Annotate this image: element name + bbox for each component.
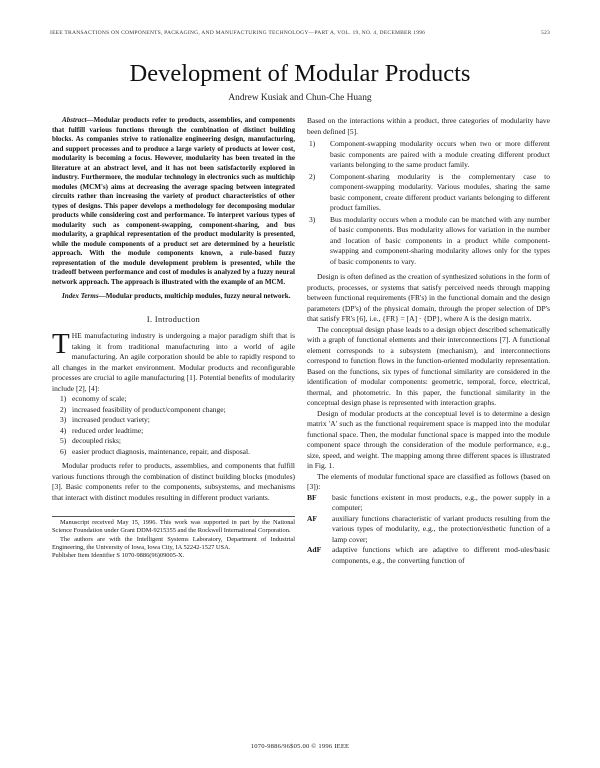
list-item: 6) easier product diagnosis, maintenance, repair, and disposal.: [60, 446, 250, 456]
drop-cap: T: [52, 328, 70, 360]
list-item: BF basic functions existent in most products, e.g., the power supply in a computer;: [307, 492, 550, 512]
index-terms: [52, 292, 295, 302]
intro-paragraph: [52, 328, 295, 394]
list-item: 4) reduced order leadtime;: [60, 425, 144, 435]
footer-identifier: 1070-9886/96$05.00 © 1996 IEEE: [250, 743, 350, 750]
design-paragraph: Design is often defined as the creation of synthesized solutions in the form of products, processes, or systems that satisfy perceived needs through mapping between functional requirements (FR's) in the functional domain and the design parameters (DP's) of the physical domain, through the proper selection of DP's that satisfy FR's [6], i.e., {FR} = [A] · {DP}, where A is the design matrix.: [307, 272, 550, 323]
left-column: [52, 116, 295, 560]
index-terms-text: Modular products, multichip modules, fuzzy neural network.: [105, 292, 291, 300]
benefits-list: [52, 394, 295, 457]
page-number: 523: [541, 30, 550, 36]
footnote-manuscript: Manuscript received May 15, 1996. This work was supported in part by the National Science Foundation under Grant DDM-9215355 and the Rockwell International Corporation.: [52, 519, 295, 535]
list-item: AF auxiliary functions characteristic of variant products resulting from the various types of modularity, e.g., the protection/esthetic function of a lamp cover;: [307, 513, 550, 544]
modularity-categories-intro: Based on the interactions within a product, three categories of modularity have been defined [5].: [307, 116, 550, 136]
list-item: 5) decoupled risks;: [60, 436, 121, 445]
list-item: 1) Component-swapping modularity occurs when two or more different basic components are paired with a module creating different product variants belonging to the same product family.: [309, 139, 550, 169]
paper-title: Development of Modular Products: [129, 60, 471, 87]
modular-design-paragraph: Design of modular products at the conceptual level is to determine a design matrix 'A' such as the functional requirement space is mapped into the modular functional space. Then, the modular functional space is mapped into the module component space through the consideration of the module performance, e.g., size, speed, and weight. The mapping among three different spaces is illustrated in Fig. 1.: [307, 408, 550, 470]
list-item: 3) increased product variety;: [60, 415, 150, 424]
modularity-types-list: [307, 139, 550, 267]
abstract-lead: Abstract—: [62, 116, 94, 124]
intro-text: HE manufacturing industry is undergoing a major paradigm shift that is taking it from traditional manufacturing into a world of agile manufacturing. An agile corporation should be able to rapidly respond to all changes in the market environment. Modular products and reconfigurable processes are crucial to agile manufacturing [1]. Potential benefits of modularity include [2], [4]:: [52, 331, 295, 393]
running-head: [50, 30, 550, 40]
footnote-affiliation: The authors are with the Intelligent Systems Laboratory, Department of Industrial Engineering, the University of Iowa, Iowa City, IA 52242-1527 USA.: [52, 535, 295, 551]
modular-products-paragraph: Modular products refer to products, assemblies, and components that fulfill various functions through the combination of distinct building blocks (modules) [3]. Basic components refer to the components, subsystems, and mechanisms that interact with distinct modules resulting in different product variants.: [52, 461, 295, 502]
conceptual-design-paragraph: The conceptual design phase leads to a design object described schematically with a graph of functional elements and their interconnections [7]. A functional element corresponds to a subsystem (mechanism), and interconnections correspond to function flows in the function-oriented modularity representation. Based on the functions, six types of functional similarity are considered in the identification of modular components: geometric, temporal, force, electrical, thermal, and photometric. In this paper, the functional similarity in the conceptual design phase is represented with interaction graphs.: [307, 324, 550, 407]
list-item: 3) Bus modularity occurs when a module can be matched with any number of basic components. Bus modularity allows for variation in the number and location of basic components in a product while component-swapping and component-sharing modularity allows only for the types of basic components to vary.: [309, 214, 550, 266]
section-heading: I. Introduction: [146, 314, 201, 324]
journal-header: IEEE TRANSACTIONS ON COMPONENTS, PACKAGING, AND MANUFACTURING TECHNOLOGY—PART A, VOL. 19, NO. 4, DECEMBER 1996: [50, 30, 426, 36]
index-terms-lead: Index Terms—: [62, 292, 106, 300]
footnote: [52, 516, 295, 560]
function-definitions-list: [307, 493, 550, 567]
footnote-publisher-id: Publisher Item Identifier S 1070-9886(96)09005-X.: [52, 552, 185, 560]
list-item: 2) increased feasibility of product/component change;: [60, 404, 226, 414]
functional-space-paragraph: The elements of modular functional space are classified as follows (based on [3]):: [307, 471, 550, 491]
paper-authors: Andrew Kusiak and Chun-Che Huang: [228, 93, 372, 103]
list-item: AdF adaptive functions which are adaptive to different mod-ules/basic components, e.g., the converting function of: [307, 545, 550, 565]
right-column: [307, 116, 550, 566]
abstract: [52, 116, 295, 287]
list-item: 2) Component-sharing modularity is the complementary case to component-swapping modularity. Various modules, sharing the same basic component, create different product variants belonging to different product families.: [309, 171, 550, 212]
abstract-text: Modular products refer to products, assemblies, and components that fulfill various functions through the combination of distinct building blocks. As companies strive to rationalize engineering design, manufacturing, and support processes and to produce a large variety of products at lower cost, modularity is becoming a focus. However, modularity has been treated in the literature at an abstract level, and it has not been satisfactorily explored in industry. Furthermore, the modular technology in electronics such as multichip modules (MCM's) aims at decreasing the average spacing between integrated circuits rather than increasing the variety of product characteristics of other types of designs. This paper develops a methodology for decomposing modular products while considering cost and performance. To interpret various types of modularity such as component-swapping, component-sharing, and bus modularity, a graphical representation of the product modularity is presented, while the module components of a product set are determined by a heuristic approach. With the module components known, a rule-based fuzzy representation of the module development problem is presented, while the tradeoff between performance and cost of modules is analyzed by a fuzzy neural network approach. The approach is illustrated with the example of an MCM.: [52, 116, 295, 286]
list-item: 1) economy of scale;: [60, 394, 127, 403]
